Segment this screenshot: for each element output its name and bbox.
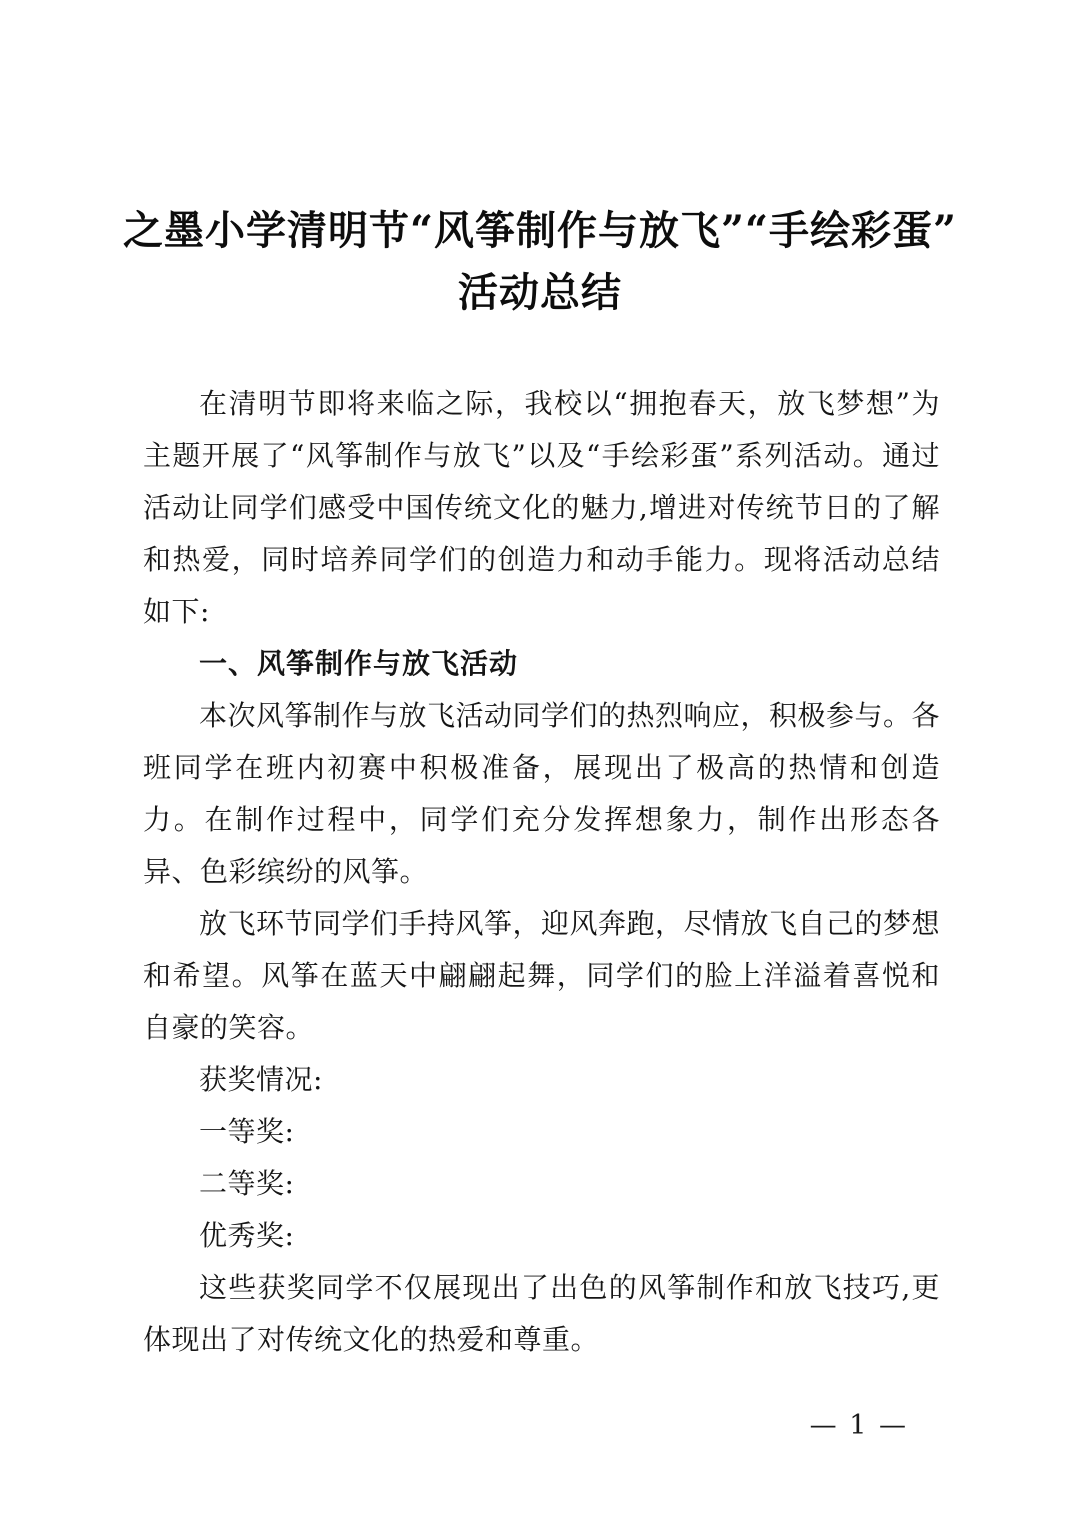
document-body [143, 378, 940, 1366]
paragraph-first-prize-label: 一等奖: [199, 1115, 295, 1148]
paragraph-kite-flying: 放飞环节同学们手持风筝，迎风奔跑，尽情放飞自己的梦想和希望。风筝在蓝天中翩翩起舞，同学们的脸上洋溢着喜悦和自豪的笑容。 [143, 907, 941, 1044]
paragraph-award-status-label: 获奖情况: [199, 1063, 323, 1096]
paragraph-excellence-prize-label: 优秀奖: [199, 1219, 295, 1252]
document-title: 之墨小学清明节“风筝制作与放飞”“手绘彩蛋”活动总结 [122, 207, 958, 316]
paragraph-second-prize-label: 二等奖: [199, 1167, 295, 1200]
paragraph-award-summary: 这些获奖同学不仅展现出了出色的风筝制作和放飞技巧,更体现出了对传统文化的热爱和尊重。 [143, 1271, 940, 1356]
paragraph-intro: 在清明节即将来临之际，我校以“拥抱春天，放飞梦想”为主题开展了“风筝制作与放飞”以及“手绘彩蛋”系列活动。通过活动让同学们感受中国传统文化的魅力,增进对传统节日的了解和热爱，同时培养同学们的创造力和动手能力。现将活动总结如下: [143, 387, 940, 628]
paragraph-kite-making: 本次风筝制作与放飞活动同学们的热烈响应，积极参与。各班同学在班内初赛中积极准备，展现出了极高的热情和创造力。在制作过程中，同学们充分发挥想象力，制作出形态各异、色彩缤纷的风筝。 [143, 699, 941, 888]
section-heading-kite-activity: 一、风筝制作与放飞活动 [199, 647, 519, 680]
page-number: — 1 — [809, 1410, 908, 1441]
